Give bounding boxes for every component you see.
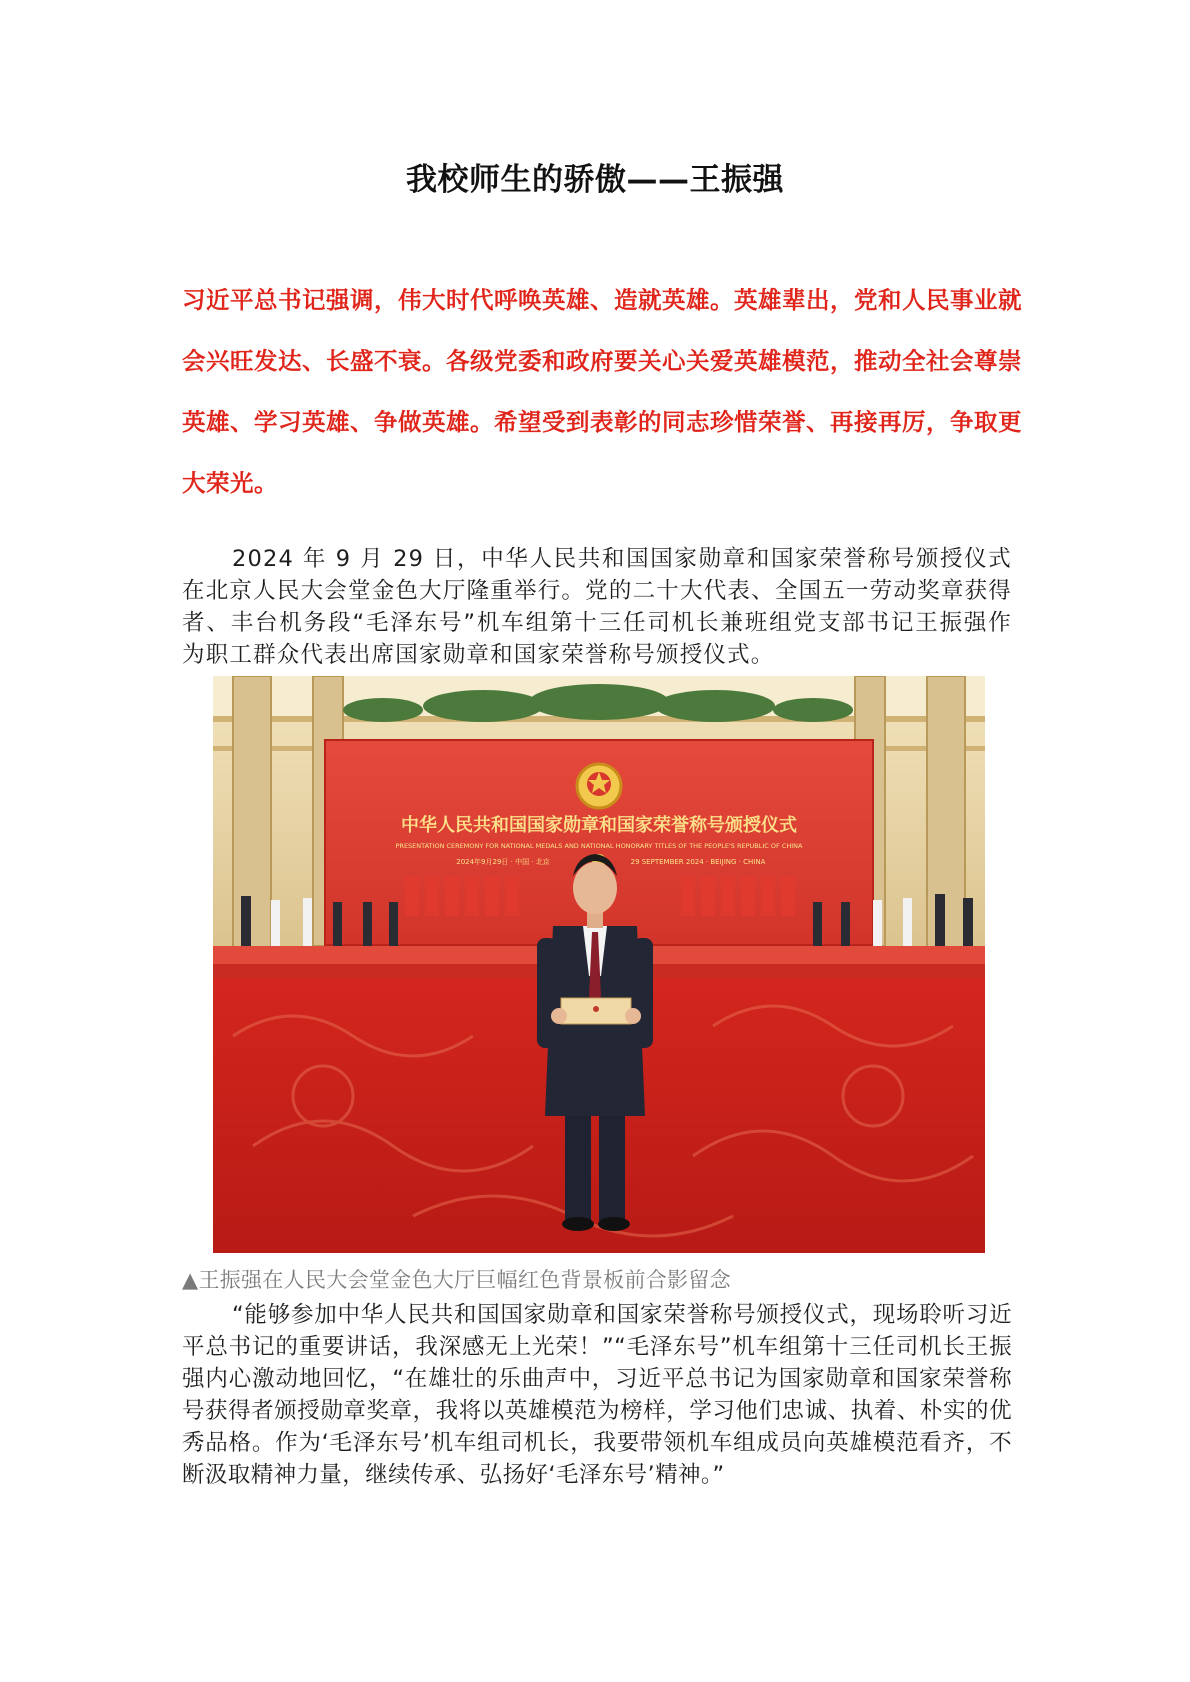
- column-right-1: [927, 676, 965, 976]
- backdrop-subtitle: PRESENTATION CEREMONY FOR NATIONAL MEDALS AND NATIONAL HONORARY TITLES OF THE PEOPLE'S REPUBLIC OF CHINA: [395, 842, 803, 850]
- highlight-quote: 习近平总书记强调，伟大时代呼唤英雄、造就英雄。英雄辈出，党和人民事业就会兴旺发达、长盛不衰。各级党委和政府要关心关爱英雄模范，推动全社会尊崇英雄、学习英雄、争做英雄。希望受到表彰的同志珍惜荣誉、再接再厉，争取更大荣光。: [182, 286, 1022, 497]
- ceremony-photo: [213, 676, 985, 1253]
- page-title: 我校师生的骄傲——王振强: [406, 162, 784, 198]
- backdrop-date-cn: 2024年9月29日 · 中国 · 北京: [456, 858, 550, 866]
- photo-caption: ▲王振强在人民大会堂金色大厅巨幅红色背景板前合影留念: [182, 1268, 731, 1292]
- national-emblem: [577, 764, 621, 808]
- body-paragraph-2: “能够参加中华人民共和国国家勋章和国家荣誉称号颁授仪式，现场聆听习近平总书记的重要讲话，我深感无上光荣！”“毛泽东号”机车组第十三任司机长王振强内心激动地回忆，“在雄壮的乐曲声中，习近平总书记为国家勋章和国家荣誉称号获得者颁授勋章奖章，我将以英雄模范为榜样，学习他们忠诚、执着、朴实的优秀品格。作为‘毛泽东号’机车组司机长，我要带领机车组成员向英雄模范看齐，不断汲取精神力量，继续传承、弘扬好‘毛泽东号’精神。”: [182, 1302, 1012, 1488]
- backdrop-date-en: 29 SEPTEMBER 2024 · BEIJING · CHINA: [630, 858, 766, 866]
- backdrop-title: 中华人民共和国国家勋章和国家荣誉称号颁授仪式: [401, 815, 797, 836]
- column-left-1: [233, 676, 271, 976]
- body-paragraph-1: 2024 年 9 月 29 日，中华人民共和国国家勋章和国家荣誉称号颁授仪式在北京人民大会堂金色大厅隆重举行。党的二十大代表、全国五一劳动奖章获得者、丰台机务段“毛泽东号”机车组第十三任司机长兼班组党支部书记王振强作为职工群众代表出席国家勋章和国家荣誉称号颁授仪式。: [182, 546, 1012, 668]
